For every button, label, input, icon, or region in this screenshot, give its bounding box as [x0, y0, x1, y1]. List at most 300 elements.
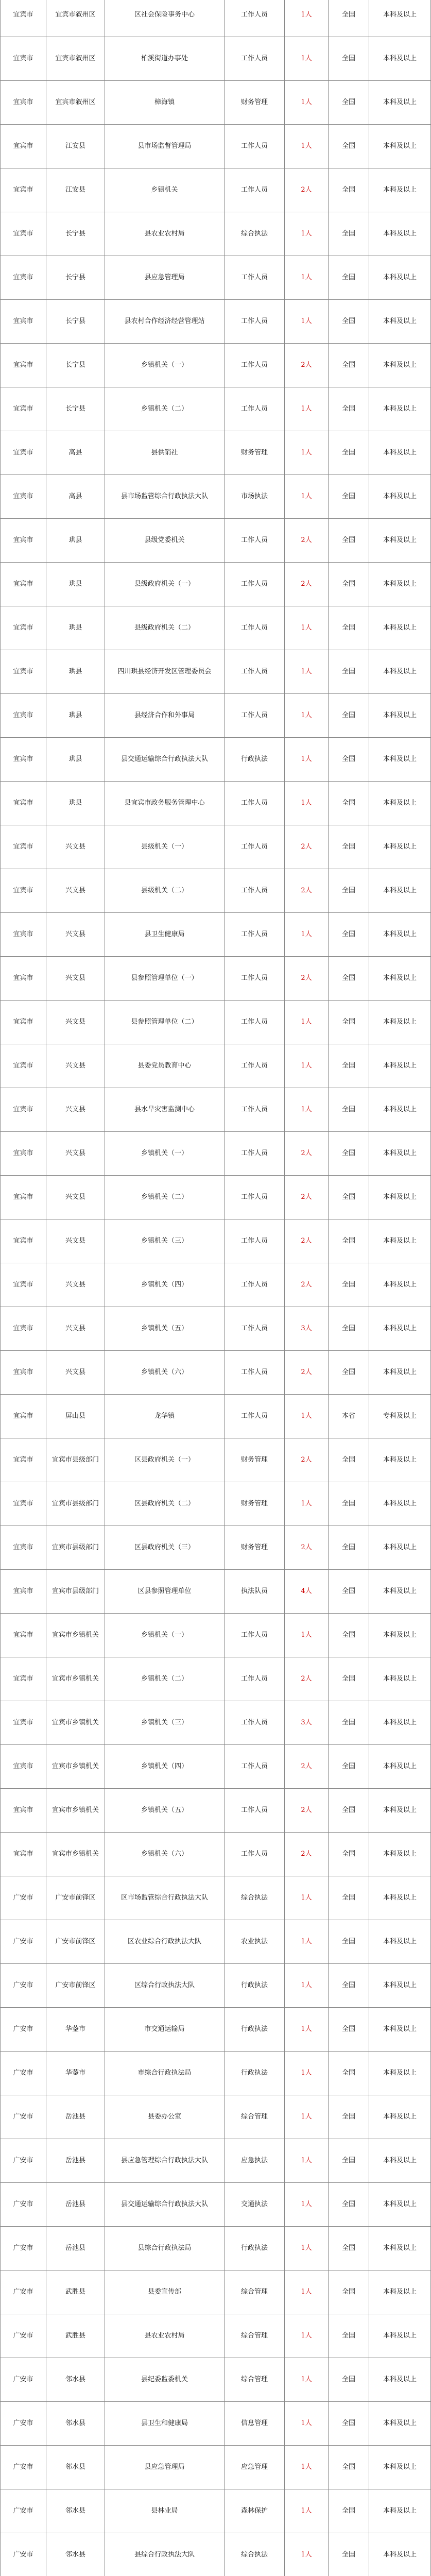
count-cell: 1人 [285, 2008, 329, 2052]
scope-cell: 全国 [329, 2183, 369, 2227]
table-row [1, 1920, 431, 1964]
post-cell: 工作人员 [225, 1789, 285, 1833]
city-cell: 宜宾市 [1, 1701, 46, 1745]
city-cell: 宜宾市 [1, 387, 46, 431]
education-cell: 本科及以上 [369, 650, 431, 694]
scope-cell: 全国 [329, 957, 369, 1001]
unit-cell: 龙华镇 [105, 1395, 225, 1438]
education-cell: 本科及以上 [369, 2489, 431, 2533]
unit-cell: 区县政府机关（一） [105, 1438, 225, 1482]
district-cell: 宜宾市叙州区 [46, 0, 105, 37]
post-cell: 工作人员 [225, 387, 285, 431]
scope-cell: 全国 [329, 1176, 369, 1219]
count-cell: 1人 [285, 2052, 329, 2095]
count-cell: 1人 [285, 431, 329, 475]
post-cell: 工作人员 [225, 913, 285, 957]
education-cell: 本科及以上 [369, 2183, 431, 2227]
city-cell: 宜宾市 [1, 1219, 46, 1263]
unit-cell: 县应急管理局 [105, 2446, 225, 2489]
unit-cell: 区市场监管综合行政执法大队 [105, 1876, 225, 1920]
table-row [1, 1044, 431, 1088]
city-cell: 广安市 [1, 2358, 46, 2402]
scope-cell: 全国 [329, 2052, 369, 2095]
scope-cell: 全国 [329, 1263, 369, 1307]
scope-cell: 全国 [329, 1044, 369, 1088]
unit-cell: 县农业农村局 [105, 212, 225, 256]
education-cell: 本科及以上 [369, 1001, 431, 1044]
district-cell: 广安市前锋区 [46, 1964, 105, 2008]
table-row [1, 1789, 431, 1833]
count-cell: 1人 [285, 387, 329, 431]
city-cell: 宜宾市 [1, 606, 46, 650]
city-cell: 宜宾市 [1, 1570, 46, 1614]
education-cell: 本科及以上 [369, 256, 431, 300]
post-cell: 工作人员 [225, 782, 285, 825]
education-cell: 本科及以上 [369, 2270, 431, 2314]
education-cell: 本科及以上 [369, 738, 431, 782]
district-cell: 邻水县 [46, 2533, 105, 2576]
city-cell: 广安市 [1, 2008, 46, 2052]
post-cell: 工作人员 [225, 1701, 285, 1745]
count-cell: 1人 [285, 256, 329, 300]
city-cell: 宜宾市 [1, 1395, 46, 1438]
district-cell: 长宁县 [46, 344, 105, 387]
district-cell: 宜宾市乡镇机关 [46, 1701, 105, 1745]
unit-cell: 县市场监督管理局 [105, 125, 225, 168]
count-cell: 1人 [285, 1001, 329, 1044]
education-cell: 本科及以上 [369, 2446, 431, 2489]
district-cell: 珙县 [46, 694, 105, 738]
city-cell: 宜宾市 [1, 0, 46, 37]
city-cell: 宜宾市 [1, 1088, 46, 1132]
city-cell: 宜宾市 [1, 1789, 46, 1833]
education-cell: 本科及以上 [369, 2095, 431, 2139]
city-cell: 广安市 [1, 2446, 46, 2489]
education-cell: 本科及以上 [369, 694, 431, 738]
district-cell: 长宁县 [46, 256, 105, 300]
education-cell: 本科及以上 [369, 300, 431, 344]
district-cell: 兴文县 [46, 957, 105, 1001]
table-row [1, 475, 431, 519]
district-cell: 兴文县 [46, 913, 105, 957]
education-cell: 本科及以上 [369, 869, 431, 913]
post-cell: 工作人员 [225, 1132, 285, 1176]
unit-cell: 县级机关（一） [105, 825, 225, 869]
table-row [1, 1263, 431, 1307]
scope-cell: 全国 [329, 1438, 369, 1482]
unit-cell: 区农业综合行政执法大队 [105, 1920, 225, 1964]
post-cell: 综合执法 [225, 212, 285, 256]
unit-cell: 乡镇机关（四） [105, 1745, 225, 1789]
district-cell: 江安县 [46, 125, 105, 168]
table-row [1, 1219, 431, 1263]
city-cell: 宜宾市 [1, 694, 46, 738]
scope-cell: 全国 [329, 1920, 369, 1964]
post-cell: 财务管理 [225, 81, 285, 125]
count-cell: 2人 [285, 519, 329, 563]
table-row [1, 2183, 431, 2227]
district-cell: 兴文县 [46, 1351, 105, 1395]
count-cell: 2人 [285, 1263, 329, 1307]
education-cell: 本科及以上 [369, 2052, 431, 2095]
district-cell: 兴文县 [46, 1176, 105, 1219]
education-cell: 本科及以上 [369, 1614, 431, 1657]
table-row [1, 387, 431, 431]
district-cell: 高县 [46, 431, 105, 475]
district-cell: 长宁县 [46, 212, 105, 256]
scope-cell: 全国 [329, 168, 369, 212]
city-cell: 宜宾市 [1, 563, 46, 606]
table-row [1, 957, 431, 1001]
scope-cell: 全国 [329, 2095, 369, 2139]
education-cell: 本科及以上 [369, 37, 431, 81]
scope-cell: 全国 [329, 650, 369, 694]
scope-cell: 全国 [329, 37, 369, 81]
city-cell: 宜宾市 [1, 475, 46, 519]
unit-cell: 县卫生健康局 [105, 913, 225, 957]
scope-cell: 全国 [329, 913, 369, 957]
education-cell: 本科及以上 [369, 519, 431, 563]
post-cell: 工作人员 [225, 1044, 285, 1088]
district-cell: 宜宾市叙州区 [46, 37, 105, 81]
unit-cell: 县水旱灾害监测中心 [105, 1088, 225, 1132]
city-cell: 广安市 [1, 2095, 46, 2139]
district-cell: 宜宾市乡镇机关 [46, 1657, 105, 1701]
post-cell: 工作人员 [225, 650, 285, 694]
district-cell: 华蓥市 [46, 2008, 105, 2052]
post-cell: 工作人员 [225, 519, 285, 563]
education-cell: 本科及以上 [369, 1964, 431, 2008]
post-cell: 行政执法 [225, 2052, 285, 2095]
city-cell: 宜宾市 [1, 782, 46, 825]
table-row [1, 913, 431, 957]
district-cell: 邻水县 [46, 2489, 105, 2533]
unit-cell: 县市场监管综合行政执法大队 [105, 475, 225, 519]
education-cell: 本科及以上 [369, 825, 431, 869]
city-cell: 广安市 [1, 2533, 46, 2576]
count-cell: 1人 [285, 2314, 329, 2358]
table-row [1, 2052, 431, 2095]
scope-cell: 全国 [329, 81, 369, 125]
unit-cell: 乡镇机关（三） [105, 1219, 225, 1263]
city-cell: 宜宾市 [1, 212, 46, 256]
table-row [1, 782, 431, 825]
post-cell: 工作人员 [225, 125, 285, 168]
table-row [1, 869, 431, 913]
table-row [1, 1526, 431, 1570]
post-cell: 工作人员 [225, 1614, 285, 1657]
district-cell: 宜宾市县级部门 [46, 1482, 105, 1526]
table-row [1, 650, 431, 694]
scope-cell: 全国 [329, 2227, 369, 2270]
count-cell: 1人 [285, 1395, 329, 1438]
unit-cell: 县参照管理单位（二） [105, 1001, 225, 1044]
education-cell: 本科及以上 [369, 1088, 431, 1132]
city-cell: 宜宾市 [1, 168, 46, 212]
unit-cell: 县农业农村局 [105, 2314, 225, 2358]
scope-cell: 全国 [329, 738, 369, 782]
count-cell: 1人 [285, 694, 329, 738]
table-row [1, 1657, 431, 1701]
unit-cell: 区县政府机关（二） [105, 1482, 225, 1526]
scope-cell: 全国 [329, 431, 369, 475]
count-cell: 2人 [285, 825, 329, 869]
district-cell: 邻水县 [46, 2402, 105, 2446]
count-cell: 1人 [285, 1614, 329, 1657]
table-row [1, 81, 431, 125]
scope-cell: 全国 [329, 1745, 369, 1789]
post-cell: 工作人员 [225, 1307, 285, 1351]
table-row [1, 1964, 431, 2008]
table-row [1, 1745, 431, 1789]
count-cell: 1人 [285, 650, 329, 694]
district-cell: 珙县 [46, 650, 105, 694]
count-cell: 1人 [285, 1964, 329, 2008]
post-cell: 工作人员 [225, 1351, 285, 1395]
table-row [1, 1395, 431, 1438]
post-cell: 工作人员 [225, 168, 285, 212]
post-cell: 工作人员 [225, 344, 285, 387]
post-cell: 财务管理 [225, 1526, 285, 1570]
city-cell: 宜宾市 [1, 1482, 46, 1526]
count-cell: 1人 [285, 125, 329, 168]
city-cell: 广安市 [1, 1876, 46, 1920]
table-row [1, 2095, 431, 2139]
table-row [1, 738, 431, 782]
scope-cell: 全国 [329, 782, 369, 825]
district-cell: 邻水县 [46, 2358, 105, 2402]
post-cell: 工作人员 [225, 300, 285, 344]
scope-cell: 全国 [329, 1701, 369, 1745]
unit-cell: 区县参照管理单位 [105, 1570, 225, 1614]
city-cell: 宜宾市 [1, 125, 46, 168]
scope-cell: 全国 [329, 387, 369, 431]
city-cell: 广安市 [1, 2402, 46, 2446]
unit-cell: 县交通运输综合行政执法大队 [105, 2183, 225, 2227]
unit-cell: 县交通运输综合行政执法大队 [105, 738, 225, 782]
table-row [1, 2314, 431, 2358]
city-cell: 宜宾市 [1, 869, 46, 913]
scope-cell: 全国 [329, 1657, 369, 1701]
count-cell: 1人 [285, 738, 329, 782]
post-cell: 工作人员 [225, 694, 285, 738]
count-cell: 2人 [285, 1132, 329, 1176]
district-cell: 华蓥市 [46, 2052, 105, 2095]
post-cell: 财务管理 [225, 1438, 285, 1482]
count-cell: 2人 [285, 869, 329, 913]
education-cell: 本科及以上 [369, 81, 431, 125]
scope-cell: 全国 [329, 212, 369, 256]
city-cell: 宜宾市 [1, 1438, 46, 1482]
city-cell: 宜宾市 [1, 1307, 46, 1351]
unit-cell: 县级政府机关（一） [105, 563, 225, 606]
district-cell: 宜宾市乡镇机关 [46, 1789, 105, 1833]
table-row [1, 606, 431, 650]
city-cell: 宜宾市 [1, 1833, 46, 1876]
table-row [1, 2270, 431, 2314]
scope-cell: 全国 [329, 256, 369, 300]
count-cell: 2人 [285, 344, 329, 387]
scope-cell: 全国 [329, 2358, 369, 2402]
count-cell: 1人 [285, 1920, 329, 1964]
table-row [1, 125, 431, 168]
education-cell: 本科及以上 [369, 2314, 431, 2358]
district-cell: 兴文县 [46, 1132, 105, 1176]
count-cell: 2人 [285, 1526, 329, 1570]
count-cell: 2人 [285, 1176, 329, 1219]
unit-cell: 区综合行政执法大队 [105, 1964, 225, 2008]
post-cell: 工作人员 [225, 1745, 285, 1789]
scope-cell: 全国 [329, 1526, 369, 1570]
scope-cell: 全国 [329, 1789, 369, 1833]
city-cell: 广安市 [1, 2052, 46, 2095]
district-cell: 宜宾市县级部门 [46, 1438, 105, 1482]
post-cell: 农业执法 [225, 1920, 285, 1964]
district-cell: 广安市前锋区 [46, 1920, 105, 1964]
scope-cell: 全国 [329, 344, 369, 387]
district-cell: 兴文县 [46, 1088, 105, 1132]
scope-cell: 全国 [329, 519, 369, 563]
city-cell: 宜宾市 [1, 519, 46, 563]
post-cell: 应急执法 [225, 2139, 285, 2183]
scope-cell: 全国 [329, 475, 369, 519]
unit-cell: 县委宣传部 [105, 2270, 225, 2314]
table-row [1, 256, 431, 300]
post-cell: 工作人员 [225, 1219, 285, 1263]
count-cell: 1人 [285, 782, 329, 825]
scope-cell: 全国 [329, 1570, 369, 1614]
city-cell: 宜宾市 [1, 1132, 46, 1176]
table-row [1, 212, 431, 256]
unit-cell: 市综合行政执法局 [105, 2052, 225, 2095]
count-cell: 1人 [285, 2183, 329, 2227]
scope-cell: 全国 [329, 606, 369, 650]
city-cell: 宜宾市 [1, 1351, 46, 1395]
count-cell: 1人 [285, 300, 329, 344]
table-row [1, 168, 431, 212]
city-cell: 广安市 [1, 1964, 46, 2008]
district-cell: 珙县 [46, 606, 105, 650]
education-cell: 本科及以上 [369, 606, 431, 650]
education-cell: 本科及以上 [369, 168, 431, 212]
table-row [1, 1088, 431, 1132]
education-cell: 本科及以上 [369, 431, 431, 475]
city-cell: 宜宾市 [1, 957, 46, 1001]
table-row [1, 825, 431, 869]
post-cell: 工作人员 [225, 606, 285, 650]
count-cell: 1人 [285, 212, 329, 256]
count-cell: 1人 [285, 2227, 329, 2270]
count-cell: 1人 [285, 2446, 329, 2489]
table-row [1, 1001, 431, 1044]
count-cell: 1人 [285, 2533, 329, 2576]
post-cell: 工作人员 [225, 1657, 285, 1701]
count-cell: 2人 [285, 1745, 329, 1789]
count-cell: 1人 [285, 0, 329, 37]
post-cell: 综合管理 [225, 2095, 285, 2139]
education-cell: 本科及以上 [369, 1657, 431, 1701]
district-cell: 武胜县 [46, 2270, 105, 2314]
education-cell: 本科及以上 [369, 2358, 431, 2402]
education-cell: 本科及以上 [369, 2533, 431, 2576]
scope-cell: 全国 [329, 2270, 369, 2314]
scope-cell: 全国 [329, 1307, 369, 1351]
post-cell: 行政执法 [225, 1964, 285, 2008]
district-cell: 珙县 [46, 782, 105, 825]
table-row [1, 300, 431, 344]
unit-cell: 乡镇机关（二） [105, 1176, 225, 1219]
table-row [1, 519, 431, 563]
post-cell: 综合管理 [225, 2358, 285, 2402]
table-row [1, 2139, 431, 2183]
education-cell: 本科及以上 [369, 1526, 431, 1570]
education-cell: 专科及以上 [369, 1395, 431, 1438]
city-cell: 宜宾市 [1, 81, 46, 125]
post-cell: 财务管理 [225, 431, 285, 475]
table-row [1, 2402, 431, 2446]
post-cell: 信息管理 [225, 2402, 285, 2446]
post-cell: 市场执法 [225, 475, 285, 519]
scope-cell: 全国 [329, 1833, 369, 1876]
count-cell: 2人 [285, 168, 329, 212]
post-cell: 行政执法 [225, 2227, 285, 2270]
count-cell: 2人 [285, 1219, 329, 1263]
unit-cell: 乡镇机关（一） [105, 344, 225, 387]
district-cell: 兴文县 [46, 1044, 105, 1088]
city-cell: 广安市 [1, 2227, 46, 2270]
unit-cell: 乡镇机关（二） [105, 387, 225, 431]
unit-cell: 县级机关（二） [105, 869, 225, 913]
table-row [1, 1482, 431, 1526]
post-cell: 工作人员 [225, 957, 285, 1001]
district-cell: 岳池县 [46, 2227, 105, 2270]
unit-cell: 县应急管理综合行政执法大队 [105, 2139, 225, 2183]
unit-cell: 乡镇机关（六） [105, 1351, 225, 1395]
education-cell: 本科及以上 [369, 563, 431, 606]
city-cell: 宜宾市 [1, 825, 46, 869]
scope-cell: 全国 [329, 125, 369, 168]
city-cell: 宜宾市 [1, 431, 46, 475]
table-row [1, 1701, 431, 1745]
unit-cell: 乡镇机关（五） [105, 1307, 225, 1351]
education-cell: 本科及以上 [369, 387, 431, 431]
count-cell: 1人 [285, 2139, 329, 2183]
table-row [1, 344, 431, 387]
count-cell: 2人 [285, 957, 329, 1001]
education-cell: 本科及以上 [369, 475, 431, 519]
post-cell: 综合管理 [225, 2314, 285, 2358]
unit-cell: 四川珙县经济开发区管理委员会 [105, 650, 225, 694]
table-row [1, 1614, 431, 1657]
district-cell: 兴文县 [46, 825, 105, 869]
table-row [1, 2008, 431, 2052]
district-cell: 长宁县 [46, 387, 105, 431]
city-cell: 宜宾市 [1, 1044, 46, 1088]
unit-cell: 县级政府机关（二） [105, 606, 225, 650]
scope-cell: 全国 [329, 2402, 369, 2446]
count-cell: 1人 [285, 2489, 329, 2533]
count-cell: 1人 [285, 2270, 329, 2314]
district-cell: 兴文县 [46, 1307, 105, 1351]
education-cell: 本科及以上 [369, 1219, 431, 1263]
table-row [1, 2533, 431, 2576]
scope-cell: 全国 [329, 825, 369, 869]
scope-cell: 全国 [329, 1482, 369, 1526]
education-cell: 本科及以上 [369, 125, 431, 168]
count-cell: 2人 [285, 1789, 329, 1833]
district-cell: 岳池县 [46, 2095, 105, 2139]
scope-cell: 全国 [329, 2139, 369, 2183]
